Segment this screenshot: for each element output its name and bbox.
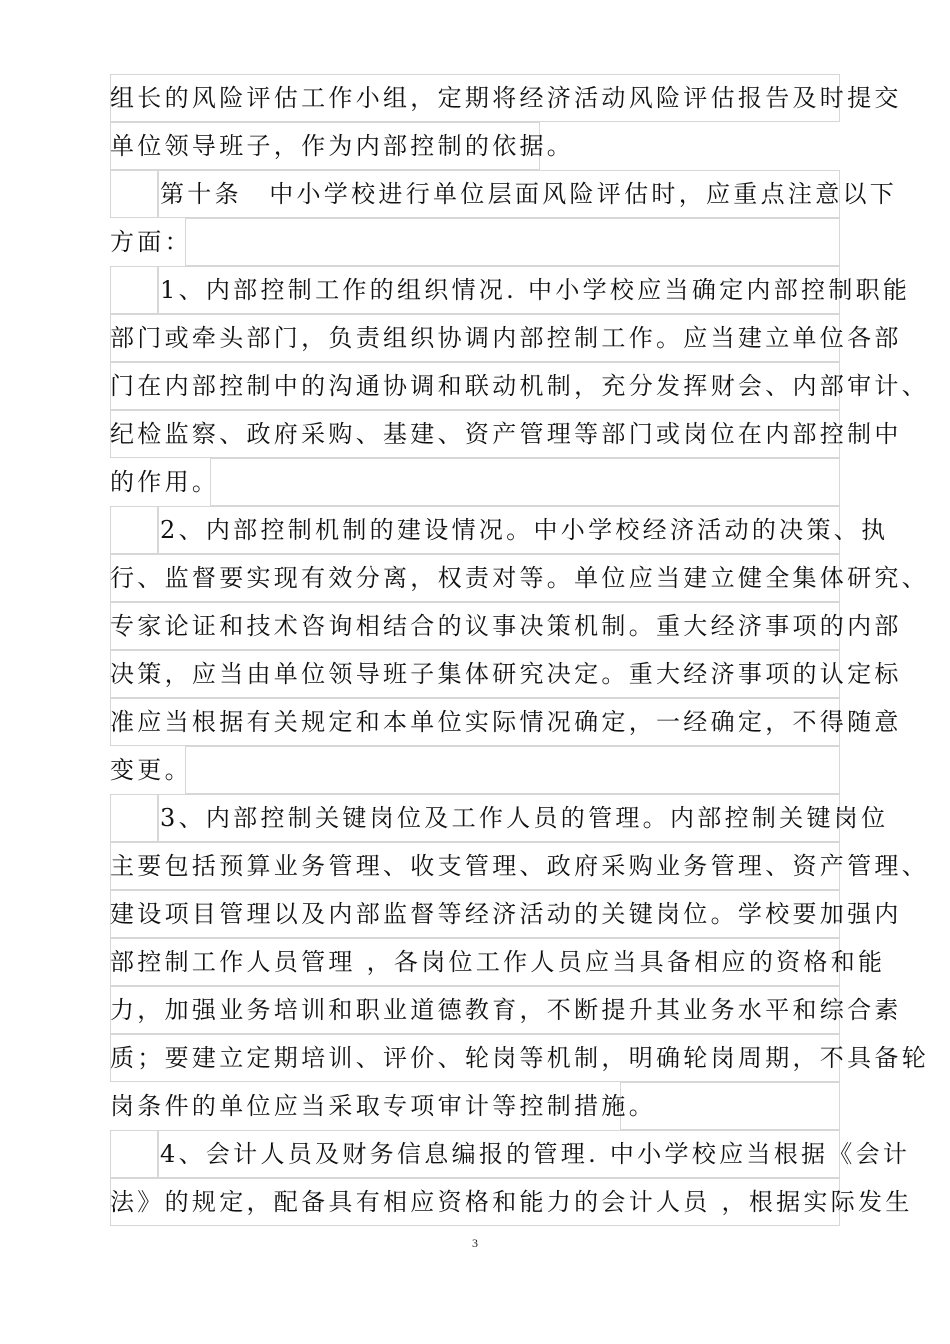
text-line: 准应当根据有关规定和本单位实际情况确定，一经确定，不得随意	[110, 708, 902, 736]
table-cell	[210, 458, 840, 506]
text-line: 岗条件的单位应当采取专项审计等控制措施。	[110, 1092, 656, 1120]
table-cell	[110, 266, 158, 314]
text-line: 部控制工作人员管理 ，各岗位工作人员应当具备相应的资格和能	[110, 948, 886, 976]
table-cell	[110, 170, 158, 218]
text-line: 方面：	[110, 228, 192, 256]
text-line: 变更。	[110, 756, 192, 784]
text-line: 部门或牵头部门，负责组织协调内部控制工作。应当建立单位各部	[110, 324, 902, 352]
table-cell	[185, 746, 840, 794]
text-line: 单位领导班子，作为内部控制的依据。	[110, 132, 575, 160]
text-line: 2、内部控制机制的建设情况。中小学校经济活动的决策、执	[160, 516, 889, 544]
text-line: 纪检监察、政府采购、基建、资产管理等部门或岗位在内部控制中	[110, 420, 902, 448]
text-line: 组长的风险评估工作小组，定期将经济活动风险评估报告及时提交	[110, 84, 902, 112]
text-line: 力，加强业务培训和职业道德教育，不断提升其业务水平和综合素	[110, 996, 902, 1024]
text-line: 4、会计人员及财务信息编报的管理. 中小学校应当根据《会计	[160, 1140, 911, 1168]
page-number: 3	[472, 1236, 478, 1250]
table-cell	[185, 218, 840, 266]
text-line: 主要包括预算业务管理、收支管理、政府采购业务管理、资产管理、	[110, 852, 929, 880]
text-line: 质；要建立定期培训、评价、轮岗等机制，明确轮岗周期，不具备轮	[110, 1044, 929, 1072]
text-line: 决策，应当由单位领导班子集体研究决定。重大经济事项的认定标	[110, 660, 902, 688]
text-line: 门在内部控制中的沟通协调和联动机制，充分发挥财会、内部审计、	[110, 372, 929, 400]
text-line: 专家论证和技术咨询相结合的议事决策机制。重大经济事项的内部	[110, 612, 902, 640]
text-line: 建设项目管理以及内部监督等经济活动的关键岗位。学校要加强内	[110, 900, 902, 928]
table-cell	[110, 1130, 158, 1178]
text-line: 的作用。	[110, 468, 220, 496]
text-line: 行、监督要实现有效分离，权责对等。单位应当建立健全集体研究、	[110, 564, 929, 592]
table-cell	[110, 794, 158, 842]
table-cell	[110, 506, 158, 554]
article-heading: 第十条 中小学校进行单位层面风险评估时，应重点注意以下	[160, 180, 898, 208]
text-line: 法》的规定，配备具有相应资格和能力的会计人员 ，根据实际发生	[110, 1188, 913, 1216]
text-line: 1、内部控制工作的组织情况. 中小学校应当确定内部控制职能	[160, 276, 911, 304]
text-line: 3、内部控制关键岗位及工作人员的管理。内部控制关键岗位	[160, 804, 889, 832]
